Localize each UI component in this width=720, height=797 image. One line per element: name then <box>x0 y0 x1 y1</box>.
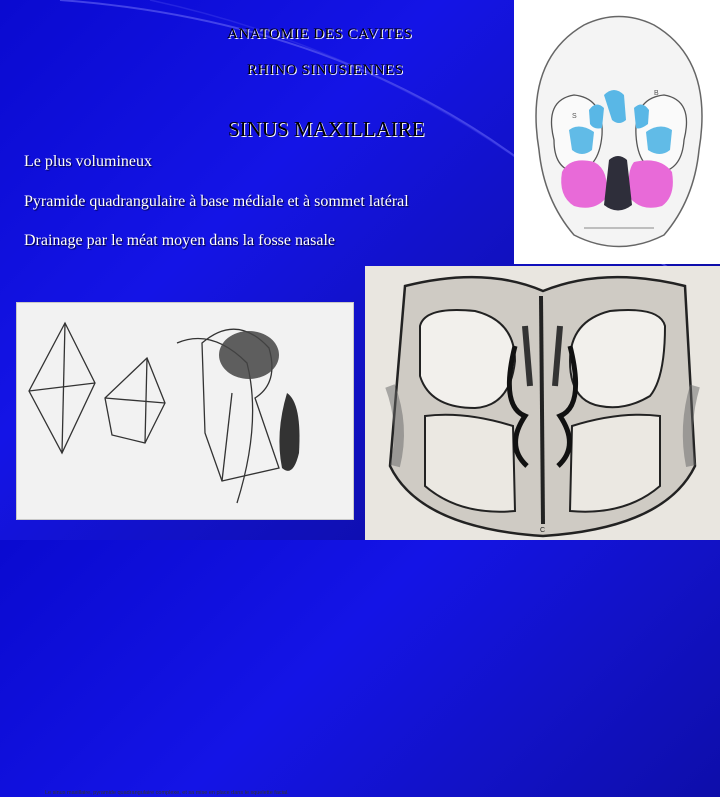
pyramid-illustration <box>16 302 354 796</box>
bullet-1: Le plus volumineux <box>24 153 152 170</box>
bullet-2: Pyramide quadrangulaire à base médiale et à sommet latéral <box>24 193 409 210</box>
slide-title-line1: ANATOMIE DES CAVITES <box>227 26 413 42</box>
section-heading: SINUS MAXILLAIRE <box>228 117 425 141</box>
slide-title-line2: RHINO SINUSIENNES <box>247 62 404 78</box>
bullet-3: Drainage par le méat moyen dans la fosse nasale <box>24 232 335 249</box>
skull-label-s: S <box>572 113 577 120</box>
coronal-section-diagram <box>365 266 720 540</box>
skull-diagram <box>514 0 720 264</box>
pyramid-caption: Le sinus maxillaire, pyramide quadrangulaire complexe, et sa mise en place dans le squelette facial. <box>45 790 289 796</box>
section-label-c: C <box>540 527 546 534</box>
skull-label-b: B <box>654 90 659 97</box>
